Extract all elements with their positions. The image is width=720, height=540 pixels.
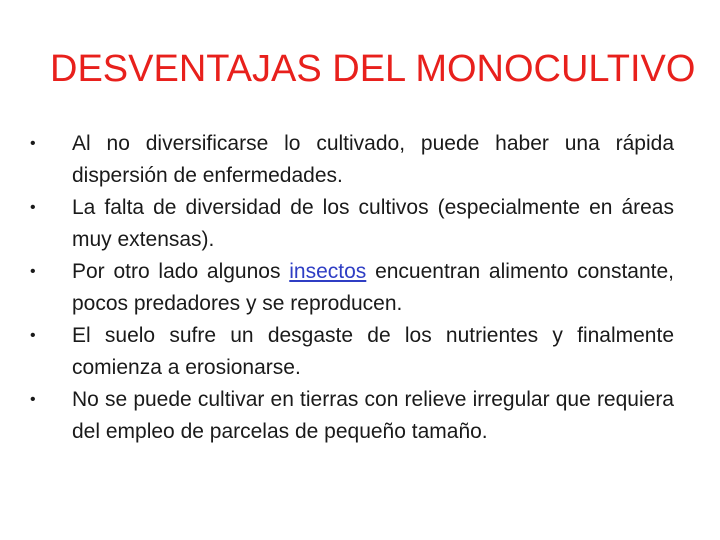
bullet-item: [26, 128, 674, 192]
bullet-text: No se puede cultivar en tierras con relieve irregular que requiera del empleo de parcelas de pequeño tamaño.: [72, 388, 674, 443]
bullet-text: Al no diversificarse lo cultivado, puede haber una rápida dispersión de enfermedades.: [72, 132, 674, 187]
insectos-link[interactable]: insectos: [289, 260, 367, 283]
slide-title: DESVENTAJAS DEL MONOCULTIVO: [50, 48, 696, 90]
bullet-text: El suelo sufre un desgaste de los nutrientes y finalmente comienza a erosionarse.: [72, 324, 674, 379]
bullet-text-after-link: encuentran alimento constante, pocos predadores y se reproducen.: [72, 260, 674, 315]
bullet-item: [26, 320, 674, 384]
bullet-item: [26, 384, 674, 448]
bullet-dot-icon: •: [30, 391, 36, 408]
bullet-dot-icon: •: [30, 135, 36, 152]
bullet-dot-icon: •: [30, 263, 36, 280]
bullet-item: [26, 192, 674, 256]
bullet-item: [26, 256, 674, 320]
bullet-list: [26, 128, 674, 448]
bullet-dot-icon: •: [30, 199, 36, 216]
bullet-text: La falta de diversidad de los cultivos (especialmente en áreas muy extensas).: [72, 196, 674, 251]
bullet-dot-icon: •: [30, 327, 36, 344]
bullet-text-before-link: Por otro lado algunos: [72, 260, 290, 283]
